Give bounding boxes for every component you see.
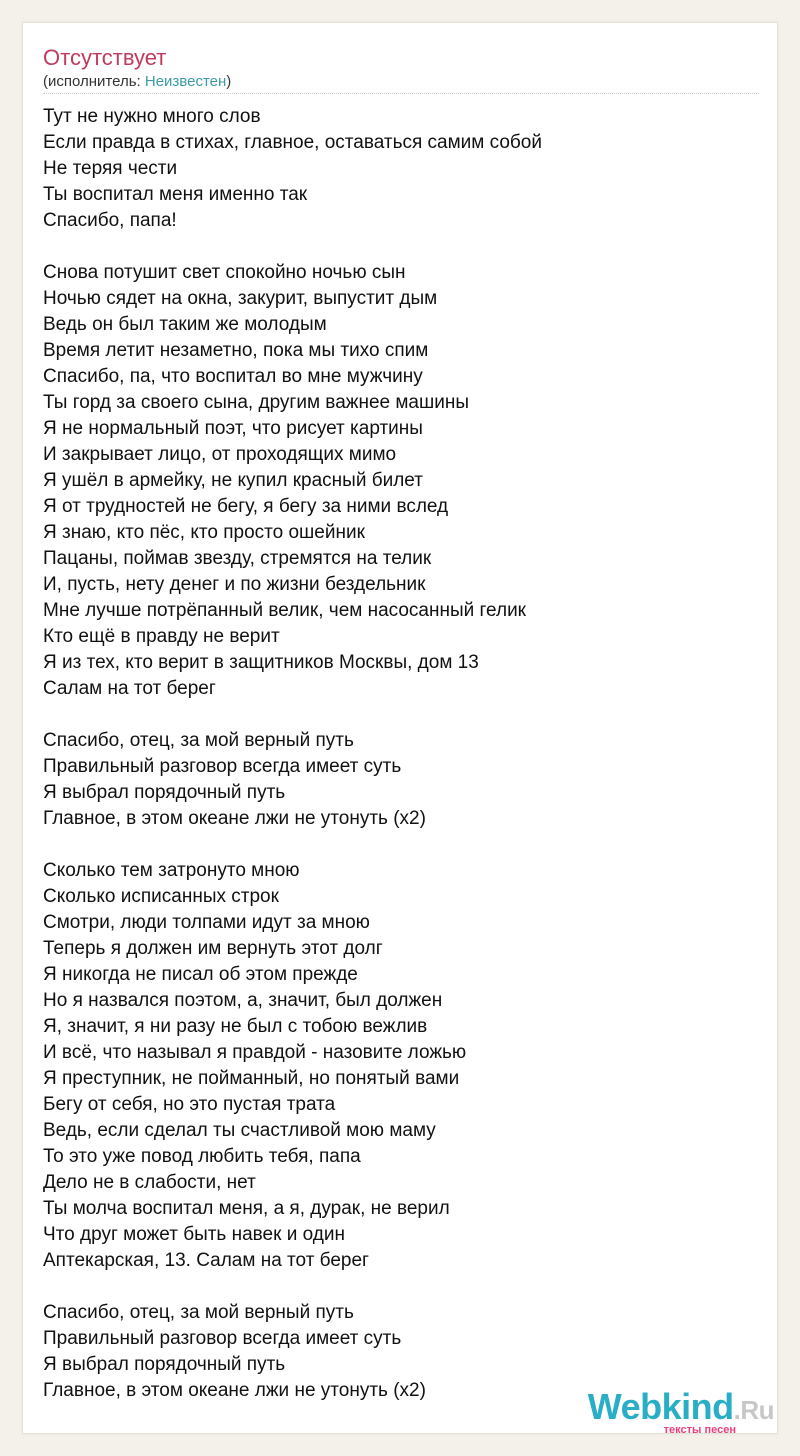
song-title: Отсутствует: [43, 45, 167, 70]
artist-prefix: (исполнитель:: [43, 73, 145, 90]
lyric-line: Правильный разговор всегда имеет суть: [43, 1328, 402, 1349]
lyric-line: Время летит незаметно, пока мы тихо спим: [43, 340, 429, 361]
lyric-line: Ночью сядет на окна, закурит, выпустит дым: [43, 288, 438, 309]
lyric-line: Снова потушит свет спокойно ночью сын: [43, 262, 406, 283]
artist-suffix: ): [226, 73, 232, 90]
lyric-line: Я ушёл в армейку, не купил красный билет: [43, 470, 423, 491]
lyric-line: Ведь он был таким же молодым: [43, 314, 327, 335]
lyric-line: Я от трудностей не бегу, я бегу за ними вслед: [43, 496, 449, 517]
artist-link[interactable]: Неизвестен: [144, 73, 227, 90]
lyric-line: Я из тех, кто верит в защитников Москвы, дом 13: [43, 652, 479, 673]
lyric-line: Я никогда не писал об этом прежде: [43, 964, 358, 985]
artist-line: [43, 72, 231, 92]
lyric-line: Спасибо, отец, за мой верный путь: [43, 1302, 354, 1323]
lyric-line: Аптекарская, 13. Салам на тот берег: [43, 1250, 369, 1271]
lyrics-page: [22, 22, 778, 1434]
lyric-line: Дело не в слабости, нет: [43, 1172, 256, 1193]
lyric-line: И закрывает лицо, от проходящих мимо: [43, 444, 397, 465]
watermark-logo: [574, 1386, 774, 1436]
lyric-line: Что друг может быть навек и один: [43, 1224, 345, 1245]
watermark-tld: .Ru: [733, 1395, 774, 1425]
lyric-line: Спасибо, отец, за мой верный путь: [43, 730, 354, 751]
lyric-line: Теперь я должен им вернуть этот долг: [43, 938, 383, 959]
lyric-line: Тут не нужно много слов: [43, 106, 261, 127]
lyric-line: То это уже повод любить тебя, папа: [43, 1146, 361, 1167]
lyrics-stanza: [43, 728, 759, 832]
lyric-line: Я, значит, я ни разу не был с тобою вежлив: [43, 1016, 428, 1037]
lyric-line: И всё, что называл я правдой - назовите ложью: [43, 1042, 467, 1063]
lyric-line: Ты молча воспитал меня, а я, дурак, не верил: [43, 1198, 450, 1219]
lyric-line: Я выбрал порядочный путь: [43, 782, 286, 803]
lyric-line: Но я назвался поэтом, а, значит, был должен: [43, 990, 443, 1011]
title-divider: [43, 93, 759, 94]
watermark-tagline: тексты песен: [663, 1424, 736, 1436]
lyric-line: Правильный разговор всегда имеет суть: [43, 756, 402, 777]
lyric-line: Салам на тот берег: [43, 678, 216, 699]
lyric-line: Смотри, люди толпами идут за мною: [43, 912, 370, 933]
lyric-line: Ты воспитал меня именно так: [43, 184, 308, 205]
lyric-line: Если правда в стихах, главное, оставаться самим собой: [43, 132, 542, 153]
lyric-line: Сколько исписанных строк: [43, 886, 279, 907]
lyric-line: Ведь, если сделал ты счастливой мою маму: [43, 1120, 436, 1141]
lyric-line: Я выбрал порядочный путь: [43, 1354, 286, 1375]
lyric-line: Бегу от себя, но это пустая трата: [43, 1094, 336, 1115]
lyric-line: И, пусть, нету денег и по жизни бездельник: [43, 574, 426, 595]
lyrics-stanza: [43, 260, 759, 702]
lyric-line: Я знаю, кто пёс, кто просто ошейник: [43, 522, 365, 543]
lyrics-stanza: [43, 858, 759, 1274]
watermark-brand: Webkind: [587, 1386, 734, 1427]
lyric-line: Кто ещё в правду не верит: [43, 626, 280, 647]
lyric-line: Главное, в этом океане лжи не утонуть (x2): [43, 1380, 426, 1401]
lyric-line: Не теряя чести: [43, 158, 178, 179]
lyrics-text: [43, 104, 759, 1404]
lyric-line: Спасибо, па, что воспитал во мне мужчину: [43, 366, 423, 387]
lyrics-stanza: [43, 104, 759, 234]
lyric-line: Спасибо, папа!: [43, 210, 177, 231]
lyric-line: Главное, в этом океане лжи не утонуть (x2): [43, 808, 426, 829]
watermark-brand-line: [574, 1386, 774, 1428]
lyric-line: Я не нормальный поэт, что рисует картины: [43, 418, 423, 439]
lyric-line: Мне лучше потрёпанный велик, чем насосанный гелик: [43, 600, 526, 621]
lyric-line: Пацаны, поймав звезду, стремятся на телик: [43, 548, 432, 569]
lyric-line: Сколько тем затронуто мною: [43, 860, 300, 881]
lyric-line: Ты горд за своего сына, другим важнее машины: [43, 392, 470, 413]
lyric-line: Я преступник, не пойманный, но понятый вами: [43, 1068, 460, 1089]
